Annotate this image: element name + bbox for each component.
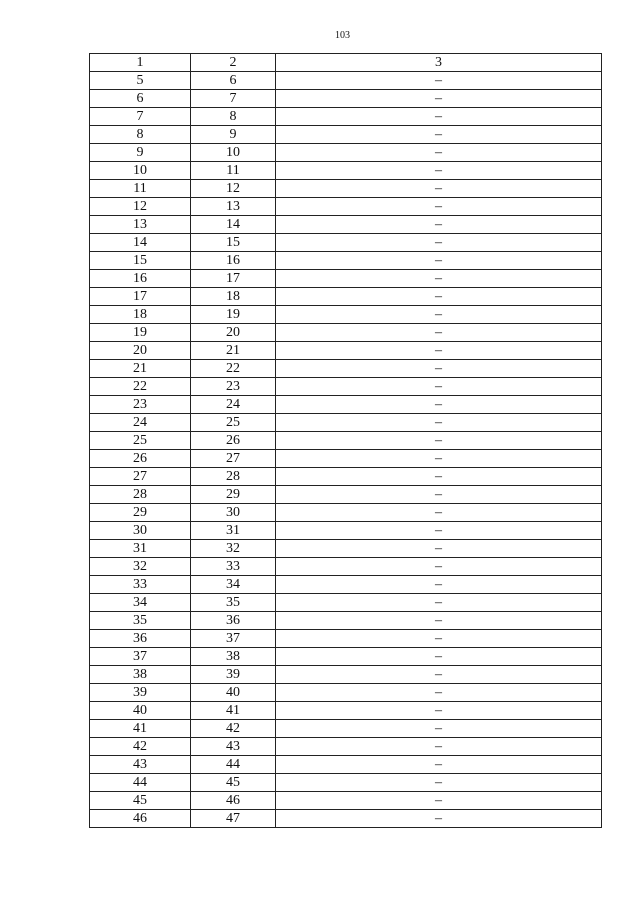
table-cell-col1: 33: [90, 576, 191, 594]
table-cell-col2: 27: [191, 450, 276, 468]
table-cell-col2: 24: [191, 396, 276, 414]
table-cell-col1: 32: [90, 558, 191, 576]
table-row: [90, 396, 602, 414]
table-cell-col1: 41: [90, 720, 191, 738]
table-cell-col3: –: [276, 90, 602, 108]
table-cell-col2: 38: [191, 648, 276, 666]
table-cell-col3: –: [276, 180, 602, 198]
table-cell-col3: –: [276, 720, 602, 738]
table-cell-col2: 16: [191, 252, 276, 270]
table-cell-col1: 27: [90, 468, 191, 486]
table-cell-col2: 12: [191, 180, 276, 198]
table-cell-col1: 31: [90, 540, 191, 558]
table-cell-col2: 40: [191, 684, 276, 702]
table-cell-col1: 12: [90, 198, 191, 216]
table-cell-col2: 30: [191, 504, 276, 522]
table-cell-col2: 23: [191, 378, 276, 396]
table-row: [90, 126, 602, 144]
table-cell-col1: 17: [90, 288, 191, 306]
table-cell-col1: 10: [90, 162, 191, 180]
table-row: [90, 378, 602, 396]
table-row: [90, 270, 602, 288]
table-cell-col1: 43: [90, 756, 191, 774]
table-cell-col2: 28: [191, 468, 276, 486]
table-cell-col1: 7: [90, 108, 191, 126]
data-table: [89, 53, 602, 828]
table-cell-col1: 25: [90, 432, 191, 450]
table-cell-col2: 35: [191, 594, 276, 612]
table-cell-col3: –: [276, 702, 602, 720]
table-cell-col2: 7: [191, 90, 276, 108]
table-cell-col1: 11: [90, 180, 191, 198]
table-cell-col1: 18: [90, 306, 191, 324]
table-row: [90, 666, 602, 684]
table-row: [90, 612, 602, 630]
table-row: [90, 738, 602, 756]
table-cell-col3: –: [276, 810, 602, 828]
table-cell-col3: –: [276, 522, 602, 540]
table-cell-col2: 37: [191, 630, 276, 648]
table-cell-col3: –: [276, 648, 602, 666]
table-cell-col1: 28: [90, 486, 191, 504]
table-row: [90, 450, 602, 468]
table-cell-col2: 44: [191, 756, 276, 774]
table-cell-col3: –: [276, 774, 602, 792]
table-cell-col3: –: [276, 756, 602, 774]
table-cell-col2: 31: [191, 522, 276, 540]
table-cell-col3: –: [276, 594, 602, 612]
table-cell-col3: –: [276, 576, 602, 594]
table-cell-col3: –: [276, 162, 602, 180]
table-cell-col3: –: [276, 360, 602, 378]
table-cell-col3: –: [276, 666, 602, 684]
table-cell-col2: 36: [191, 612, 276, 630]
table-cell-col1: 34: [90, 594, 191, 612]
table-cell-col2: 21: [191, 342, 276, 360]
table-cell-col3: –: [276, 288, 602, 306]
table-cell-col1: 26: [90, 450, 191, 468]
table-row: [90, 432, 602, 450]
table-row: [90, 720, 602, 738]
table-cell-col3: –: [276, 414, 602, 432]
table-cell-col2: 20: [191, 324, 276, 342]
table-cell-col2: 42: [191, 720, 276, 738]
table-cell-col2: 22: [191, 360, 276, 378]
table-cell-col1: 20: [90, 342, 191, 360]
table-row: [90, 756, 602, 774]
table-cell-col1: 40: [90, 702, 191, 720]
table-cell-col1: 24: [90, 414, 191, 432]
table-row: [90, 522, 602, 540]
table-cell-col1: 29: [90, 504, 191, 522]
table-cell-col2: 17: [191, 270, 276, 288]
table-row: [90, 288, 602, 306]
table-cell-col3: –: [276, 126, 602, 144]
table-cell-col1: 21: [90, 360, 191, 378]
table-row: [90, 414, 602, 432]
table-cell-col2: 8: [191, 108, 276, 126]
table-cell-col1: 6: [90, 90, 191, 108]
table-row: [90, 72, 602, 90]
table-cell-col3: –: [276, 684, 602, 702]
table-cell-col1: 8: [90, 126, 191, 144]
table-cell-col2: 41: [191, 702, 276, 720]
table-row: [90, 180, 602, 198]
table-cell-col2: 46: [191, 792, 276, 810]
table-cell-col3: –: [276, 630, 602, 648]
table-cell-col2: 13: [191, 198, 276, 216]
table-cell-col2: 11: [191, 162, 276, 180]
table-cell-col1: 23: [90, 396, 191, 414]
table-cell-col3: –: [276, 486, 602, 504]
table-row: [90, 162, 602, 180]
table-cell-col2: 26: [191, 432, 276, 450]
table-cell-col1: 22: [90, 378, 191, 396]
table-row: [90, 90, 602, 108]
table-cell-col1: 38: [90, 666, 191, 684]
table-row: [90, 306, 602, 324]
table-cell-col1: 16: [90, 270, 191, 288]
table-cell-col3: –: [276, 216, 602, 234]
table-row: [90, 216, 602, 234]
header-cell-col2: 2: [191, 54, 276, 72]
table-row: [90, 594, 602, 612]
table-cell-col1: 15: [90, 252, 191, 270]
table-header: [90, 54, 602, 72]
table-cell-col3: –: [276, 792, 602, 810]
table-cell-col1: 35: [90, 612, 191, 630]
table-cell-col2: 47: [191, 810, 276, 828]
table-row: [90, 108, 602, 126]
table-row: [90, 540, 602, 558]
table-cell-col3: –: [276, 306, 602, 324]
table-row: [90, 648, 602, 666]
table-cell-col3: –: [276, 108, 602, 126]
table-row: [90, 702, 602, 720]
table-header-row: [90, 54, 602, 72]
table-cell-col2: 29: [191, 486, 276, 504]
table-cell-col2: 43: [191, 738, 276, 756]
table-body: [90, 72, 602, 828]
table-cell-col3: –: [276, 324, 602, 342]
table-cell-col3: –: [276, 432, 602, 450]
table-row: [90, 252, 602, 270]
table-row: [90, 234, 602, 252]
table-cell-col2: 19: [191, 306, 276, 324]
table-cell-col3: –: [276, 198, 602, 216]
table-row: [90, 486, 602, 504]
table-cell-col1: 46: [90, 810, 191, 828]
table-cell-col3: –: [276, 396, 602, 414]
table-cell-col1: 37: [90, 648, 191, 666]
table-cell-col2: 10: [191, 144, 276, 162]
table-row: [90, 360, 602, 378]
table-cell-col1: 9: [90, 144, 191, 162]
table-cell-col1: 42: [90, 738, 191, 756]
table-cell-col3: –: [276, 540, 602, 558]
table-row: [90, 342, 602, 360]
table-cell-col3: –: [276, 558, 602, 576]
table-cell-col2: 34: [191, 576, 276, 594]
table-row: [90, 324, 602, 342]
table-cell-col2: 9: [191, 126, 276, 144]
table-row: [90, 504, 602, 522]
table-cell-col3: –: [276, 450, 602, 468]
table-cell-col2: 32: [191, 540, 276, 558]
table-cell-col3: –: [276, 342, 602, 360]
header-cell-col3: 3: [276, 54, 602, 72]
table-cell-col1: 14: [90, 234, 191, 252]
table-cell-col1: 19: [90, 324, 191, 342]
table-row: [90, 558, 602, 576]
table-cell-col1: 39: [90, 684, 191, 702]
table-cell-col2: 6: [191, 72, 276, 90]
table-row: [90, 576, 602, 594]
table-row: [90, 468, 602, 486]
table-cell-col3: –: [276, 738, 602, 756]
table-cell-col2: 25: [191, 414, 276, 432]
table-cell-col1: 36: [90, 630, 191, 648]
table-cell-col3: –: [276, 234, 602, 252]
table-cell-col3: –: [276, 468, 602, 486]
table-cell-col1: 30: [90, 522, 191, 540]
table-cell-col3: –: [276, 252, 602, 270]
table-row: [90, 630, 602, 648]
table-row: [90, 810, 602, 828]
table-row: [90, 774, 602, 792]
table-cell-col1: 45: [90, 792, 191, 810]
table-row: [90, 144, 602, 162]
table-cell-col2: 15: [191, 234, 276, 252]
header-cell-col1: 1: [90, 54, 191, 72]
table-cell-col1: 5: [90, 72, 191, 90]
table-cell-col3: –: [276, 72, 602, 90]
table-cell-col3: –: [276, 504, 602, 522]
table-cell-col3: –: [276, 270, 602, 288]
table-cell-col3: –: [276, 144, 602, 162]
table-cell-col1: 13: [90, 216, 191, 234]
table-row: [90, 684, 602, 702]
table-cell-col3: –: [276, 612, 602, 630]
table-cell-col2: 45: [191, 774, 276, 792]
table-cell-col2: 33: [191, 558, 276, 576]
table-cell-col3: –: [276, 378, 602, 396]
table-cell-col2: 14: [191, 216, 276, 234]
table-cell-col2: 18: [191, 288, 276, 306]
page-number: 103: [335, 30, 350, 41]
table-row: [90, 792, 602, 810]
table-row: [90, 198, 602, 216]
table-cell-col1: 44: [90, 774, 191, 792]
table-cell-col2: 39: [191, 666, 276, 684]
